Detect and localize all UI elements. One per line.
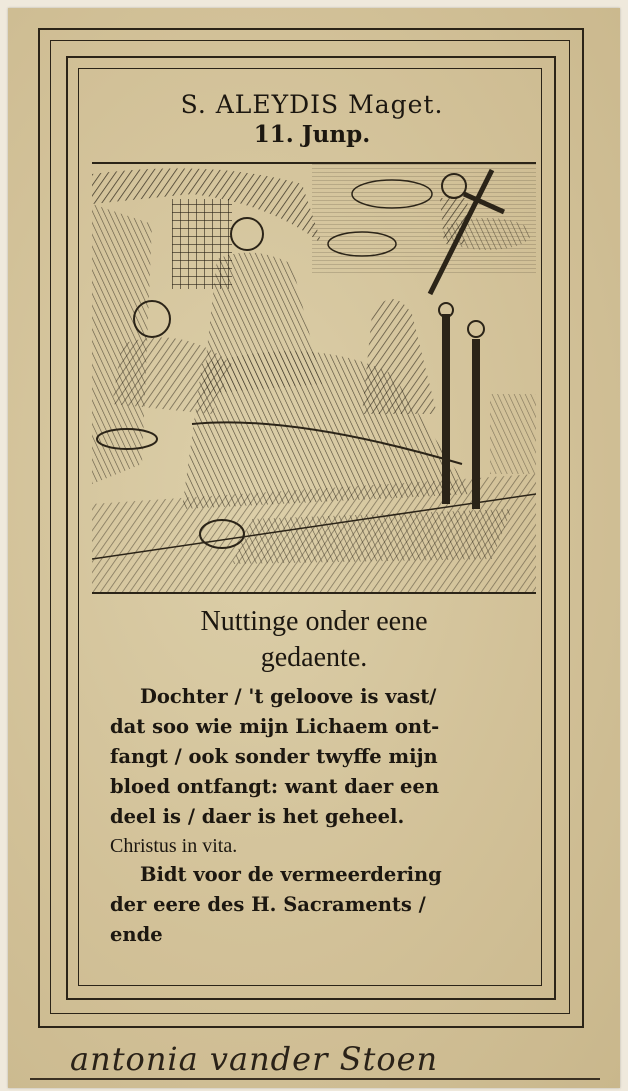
woodcut-svg xyxy=(92,164,536,592)
heading-line-1: Nuttinge onder eene xyxy=(200,606,428,637)
title-block xyxy=(92,76,532,162)
saint-name: S. ALEYDIS Maget. xyxy=(180,90,444,119)
body-line: fangt / ook sonder twyffe mijn xyxy=(110,745,438,768)
body-line: deel is / daer is het geheel. xyxy=(110,805,405,828)
heading-line-2: gedaente. xyxy=(260,642,368,673)
body-line: Dochter / 't geloove is vast/ xyxy=(140,685,437,708)
prayer-line: ende xyxy=(110,923,163,946)
prayer-line: Bidt voor de vermeerdering xyxy=(140,863,442,886)
prayer-line: der eere des H. Sacraments / xyxy=(110,893,426,916)
source-citation: Christus in vita. xyxy=(110,835,238,857)
handwritten-signature: antonia vander Stoen xyxy=(70,1040,439,1078)
text-block xyxy=(110,604,518,950)
body-line: bloed ontfangt: want daer een xyxy=(110,775,440,798)
feast-date: 11. Junp. xyxy=(253,121,371,148)
body-line: dat soo wie mijn Lichaem ont- xyxy=(110,715,440,738)
woodcut-illustration xyxy=(92,162,536,594)
